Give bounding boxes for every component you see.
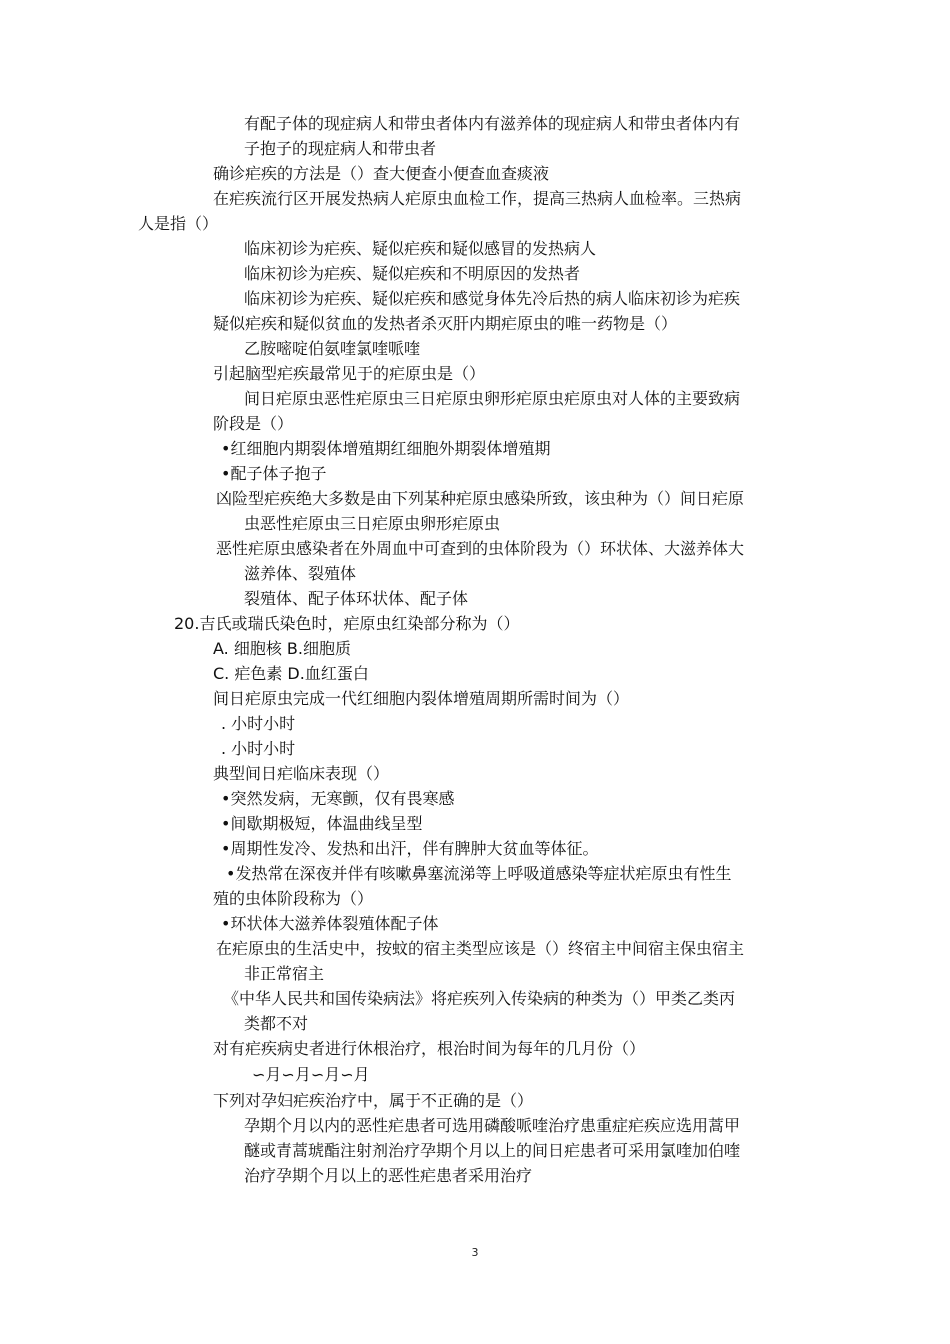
text-line: 间日疟原虫完成一代红细胞内裂体增殖周期所需时间为（） (213, 689, 630, 708)
text-line: 20.吉氏或瑞氏染色时，疟原虫红染部分称为（） (174, 614, 520, 633)
text-line: . 小时小时 (221, 739, 296, 758)
text-line: 非正常宿主 (244, 964, 325, 983)
text-line: 裂殖体、配子体环状体、配子体 (244, 589, 469, 608)
text-line: A. 细胞核 B.细胞质 (213, 639, 351, 658)
text-line: 对有疟疾病史者进行休根治疗，根治时间为每年的几月份（） (213, 1039, 646, 1058)
text-line: 疑似疟疾和疑似贫血的发热者杀灭肝内期疟原虫的唯一药物是（） (213, 314, 678, 333)
text-line: 典型间日疟临床表现（） (213, 764, 390, 783)
text-line: 治疗孕期个月以上的恶性疟患者采用治疗 (244, 1166, 533, 1185)
page-number: 3 (471, 1246, 479, 1259)
text-line: 凶险型疟疾绝大多数是由下列某种疟原虫感染所致，该虫种为（）间日疟原 (216, 489, 745, 508)
text-line: 临床初诊为疟疾、疑似疟疾和感觉身体先冷后热的病人临床初诊为疟疾 (244, 289, 741, 308)
text-line: 引起脑型疟疾最常见于的疟原虫是（） (213, 364, 486, 383)
text-line: C. 疟色素 D.血红蛋白 (213, 664, 369, 683)
text-line: 恶性疟原虫感染者在外周血中可查到的虫体阶段为（）环状体、大滋养体大 (216, 539, 745, 558)
text-line: 在疟原虫的生活史中，按蚊的宿主类型应该是（）终宿主中间宿主保虫宿主 (216, 939, 745, 958)
text-line: •环状体大滋养体裂殖体配子体 (221, 914, 439, 933)
text-line: . 小时小时 (221, 714, 296, 733)
text-line: 类都不对 (244, 1014, 309, 1033)
text-line: 在疟疾流行区开展发热病人疟原虫血检工作，提高三热病人血检率。三热病 (213, 189, 742, 208)
text-line: 滋养体、裂殖体 (244, 564, 357, 583)
text-line: 确诊疟疾的方法是（）查大便查小便查血查痰液 (213, 164, 550, 183)
text-line: •间歇期极短，体温曲线呈型 (221, 814, 423, 833)
text-line: 间日疟原虫恶性疟原虫三日疟原虫卵形疟原虫疟原虫对人体的主要致病 (244, 389, 741, 408)
text-line: 殖的虫体阶段称为（） (213, 889, 374, 908)
text-line: 下列对孕妇疟疾治疗中，属于不正确的是（） (213, 1091, 534, 1110)
text-line: 有配子体的现症病人和带虫者体内有滋养体的现症病人和带虫者体内有 (244, 114, 741, 133)
text-line: 阶段是（） (213, 414, 294, 433)
text-line: 临床初诊为疟疾、疑似疟疾和不明原因的发热者 (244, 264, 581, 283)
text-line: ∽月∽月∽月∽月 (252, 1065, 370, 1084)
text-line: •突然发病，无寒颤，仅有畏寒感 (221, 789, 455, 808)
text-line: •红细胞内期裂体增殖期红细胞外期裂体增殖期 (221, 439, 551, 458)
text-line: 乙胺嘧啶伯氨喹氯喹哌喹 (244, 339, 421, 358)
text-line: •周期性发冷、发热和出汗，伴有脾肿大贫血等体征。 (221, 839, 599, 858)
text-line: 人是指（） (138, 214, 219, 233)
text-line: 虫恶性疟原虫三日疟原虫卵形疟原虫 (244, 514, 501, 533)
text-line: 孕期个月以内的恶性疟患者可选用磷酸哌喹治疗患重症疟疾应选用蒿甲 (244, 1116, 741, 1135)
text-line: 醚或青蒿琥酯注射剂治疗孕期个月以上的间日疟患者可采用氯喹加伯喹 (244, 1141, 741, 1160)
text-line: 子抱子的现症病人和带虫者 (244, 139, 437, 158)
text-line: •发热常在深夜并伴有咳嗽鼻塞流涕等上呼吸道感染等症状疟原虫有性生 (226, 864, 732, 883)
text-line: •配子体子抱子 (221, 464, 327, 483)
text-line: 《中华人民共和国传染病法》将疟疾列入传染病的种类为（）甲类乙类丙 (223, 989, 736, 1008)
text-line: 临床初诊为疟疾、疑似疟疾和疑似感冒的发热病人 (244, 239, 597, 258)
